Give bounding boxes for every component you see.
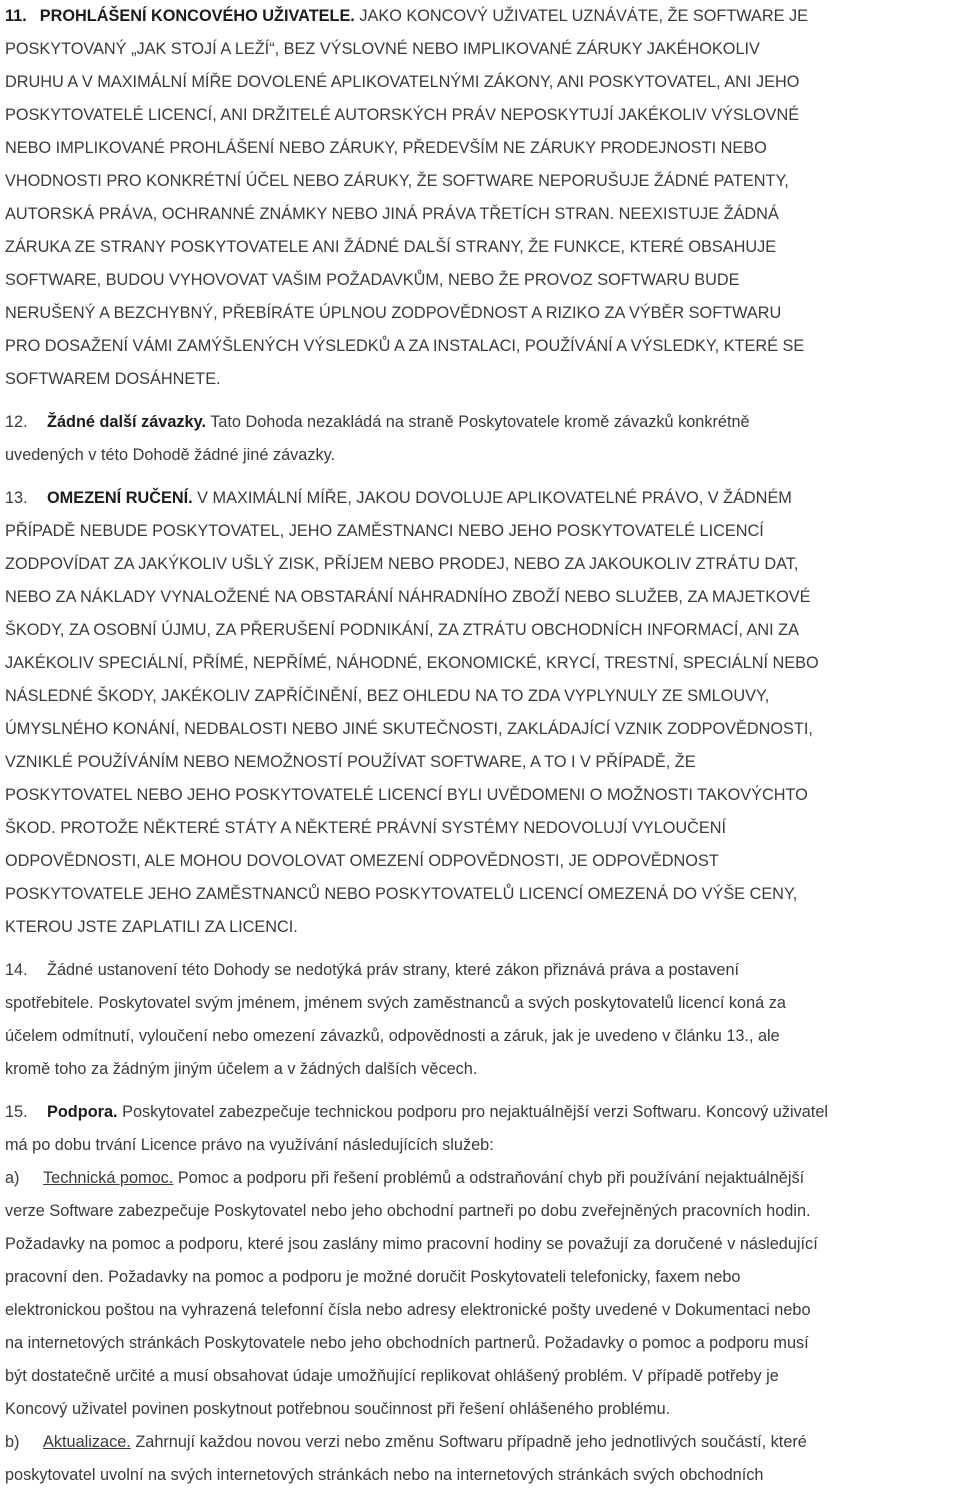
section-13-title: OMEZENÍ RUČENÍ.	[47, 489, 193, 507]
section-13-line-7: ÚMYSLNÉHO KONÁNÍ, NEDBALOSTI NEBO JINÉ SKUTEČNOSTI, ZAKLÁDAJÍCÍ VZNIK ZODPOVĚDNOSTI,	[5, 720, 813, 738]
subsection-a-line-3: pracovní den. Požadavky na pomoc a podporu je možné doručit Poskytovateli telefonicky, faxem nebo	[5, 1268, 741, 1286]
license-document	[5, 0, 960, 1492]
section-11-line-3: POSKYTOVATELÉ LICENCÍ, ANI DRŽITELÉ AUTORSKÝCH PRÁV NEPOSKYTUJÍ JAKÉKOLIV VÝSLOVNÉ	[5, 106, 800, 124]
subsection-a-title: Technická pomoc.	[43, 1169, 174, 1187]
subsection-a-first-line	[5, 1162, 960, 1195]
subsection-a-heading	[5, 1169, 173, 1187]
section-13-first-line	[5, 482, 960, 515]
section-13-line-0: V MAXIMÁLNÍ MÍŘE, JAKOU DOVOLUJE APLIKOVATELNÉ PRÁVO, V ŽÁDNÉM	[192, 489, 792, 507]
subsection-a-line-7: Koncový uživatel povinen poskytnout potřebnou součinnost při řešení ohlášeného problému.	[5, 1400, 671, 1418]
section-14-line-0: Žádné ustanovení této Dohody se nedotýká práv strany, které zákon přiznává práva a postavení	[47, 961, 740, 979]
section-11	[5, 0, 960, 396]
section-13-number: 13.	[5, 489, 28, 507]
section-14-first-line	[5, 954, 960, 987]
section-12-line-0: Tato Dohoda nezakládá na straně Poskytovatele kromě závazků konkrétně	[205, 413, 750, 431]
section-14	[5, 954, 960, 1086]
section-13-line-13: KTEROU JSTE ZAPLATILI ZA LICENCI.	[5, 918, 298, 936]
section-13-line-4: ŠKODY, ZA OSOBNÍ ÚJMU, ZA PŘERUŠENÍ PODNIKÁNÍ, ZA ZTRÁTU OBCHODNÍCH INFORMACÍ, ANI ZA	[5, 621, 799, 639]
section-13-line-11: ODPOVĚDNOSTI, ALE MOHOU DOVOLOVAT OMEZENÍ ODPOVĚDNOSTI, JE ODPOVĚDNOST	[5, 852, 719, 870]
subsection-b-tag: b)	[5, 1433, 20, 1451]
section-11-first-line	[5, 0, 960, 33]
section-14-line-3: kromě toho za žádným jiným účelem a v žádných dalších věcech.	[5, 1060, 478, 1078]
subsection-a-line-1: verze Software zabezpečuje Poskytovatel nebo jeho obchodní partneři po dobu zveřejněných pracovních hodin.	[5, 1202, 811, 1220]
section-11-line-2: DRUHU A V MAXIMÁLNÍ MÍŘE DOVOLENÉ APLIKOVATELNÝMI ZÁKONY, ANI POSKYTOVATEL, ANI JEHO	[5, 73, 800, 91]
section-14-line-2: účelem odmítnutí, vyloučení nebo omezení závazků, odpovědnosti a záruk, jak je uvedeno v článku 13., ale	[5, 1027, 780, 1045]
section-11-line-11: SOFTWAREM DOSÁHNETE.	[5, 370, 221, 388]
section-15-first-line	[5, 1096, 960, 1129]
section-13-line-9: POSKYTOVATEL NEBO JEHO POSKYTOVATELÉ LICENCÍ BYLI UVĚDOMENI O MOŽNOSTI TAKOVÝCHTO	[5, 786, 808, 804]
section-15	[5, 1096, 960, 1492]
section-11-number: 11.	[5, 7, 27, 25]
section-11-line-6: AUTORSKÁ PRÁVA, OCHRANNÉ ZNÁMKY NEBO JINÁ PRÁVA TŘETÍCH STRAN. NEEXISTUJE ŽÁDNÁ	[5, 205, 779, 223]
subsection-a-tag: a)	[5, 1169, 20, 1187]
section-13-line-5: JAKÉKOLIV SPECIÁLNÍ, PŘÍMÉ, NEPŘÍMÉ, NÁHODNÉ, EKONOMICKÉ, KRYCÍ, TRESTNÍ, SPECIÁLNÍ NEBO	[5, 654, 819, 672]
subsection-a-line-0: Pomoc a podporu při řešení problémů a odstraňování chyb při používání nejaktuálnější	[173, 1169, 805, 1187]
section-11-line-4: NEBO IMPLIKOVANÉ PROHLÁŠENÍ NEBO ZÁRUKY, PŘEDEVŠÍM NE ZÁRUKY PRODEJNOSTI NEBO	[5, 139, 767, 157]
section-12-line-1: uvedených v této Dohodě žádné jiné závazky.	[5, 446, 336, 464]
section-13-line-1: PŘÍPADĚ NEBUDE POSKYTOVATEL, JEHO ZAMĚSTNANCI NEBO JEHO POSKYTOVATELÉ LICENCÍ	[5, 522, 764, 540]
subsection-b-first-line	[5, 1426, 960, 1459]
section-15-number: 15.	[5, 1103, 28, 1121]
section-15-line-0: Poskytovatel zabezpečuje technickou podporu pro nejaktuálnější verzi Softwaru. Koncový uživatel	[117, 1103, 829, 1121]
section-11-title: PROHLÁŠENÍ KONCOVÉHO UŽIVATELE.	[39, 7, 355, 25]
section-11-line-7: ZÁRUKA ZE STRANY POSKYTOVATELE ANI ŽÁDNÉ DALŠÍ STRANY, ŽE FUNKCE, KTERÉ OBSAHUJE	[5, 238, 777, 256]
subsection-a-line-6: být dostatečně určité a musí obsahovat údaje umožňující replikovat ohlášený problém. V případě potřeby je	[5, 1367, 779, 1385]
section-13-line-8: VZNIKLÉ POUŽÍVÁNÍM NEBO NEMOŽNOSTÍ POUŽÍVAT SOFTWARE, A TO I V PŘÍPADĚ, ŽE	[5, 753, 696, 771]
section-13-line-3: NEBO ZA NÁKLADY VYNALOŽENÉ NA OBSTARÁNÍ NÁHRADNÍHO ZBOŽÍ NEBO SLUŽEB, ZA MAJETKOVÉ	[5, 588, 811, 606]
section-15-title: Podpora.	[47, 1103, 118, 1121]
subsection-a-line-5: na internetových stránkách Poskytovatele nebo jeho obchodních partnerů. Požadavky o pomoc a podporu musí	[5, 1334, 809, 1352]
subsection-b-title: Aktualizace.	[43, 1433, 131, 1451]
section-14-number: 14.	[5, 961, 28, 979]
section-12-title: Žádné další závazky.	[47, 413, 206, 431]
section-11-line-1: POSKYTOVANÝ „JAK STOJÍ A LEŽÍ“, BEZ VÝSLOVNÉ NEBO IMPLIKOVANÉ ZÁRUKY JAKÉHOKOLIV	[5, 40, 760, 58]
section-12-first-line	[5, 406, 960, 439]
section-13	[5, 482, 960, 944]
section-15-line-1: má po dobu trvání Licence právo na využívání následujících služeb:	[5, 1136, 494, 1154]
subsection-b-line-0: Zahrnují každou novou verzi nebo změnu Softwaru případně jeho jednotlivých součástí, které	[130, 1433, 807, 1451]
section-13-line-2: ZODPOVÍDAT ZA JAKÝKOLIV UŠLÝ ZISK, PŘÍJEM NEBO PRODEJ, NEBO ZA JAKOUKOLIV ZTRÁTU DAT,	[5, 555, 799, 573]
section-11-line-9: NERUŠENÝ A BEZCHYBNÝ, PŘEBÍRÁTE ÚPLNOU ZODPOVĚDNOST A RIZIKO ZA VÝBĚR SOFTWARU	[5, 304, 782, 322]
section-13-line-6: NÁSLEDNÉ ŠKODY, JAKÉKOLIV ZAPŘÍČINĚNÍ, BEZ OHLEDU NA TO ZDA VYPLYNULY ZE SMLOUVY,	[5, 687, 770, 705]
subsection-b-heading	[5, 1433, 131, 1451]
section-11-line-5: VHODNOSTI PRO KONKRÉTNÍ ÚČEL NEBO ZÁRUKY, ŽE SOFTWARE NEPORUŠUJE ŽÁDNÉ PATENTY,	[5, 172, 789, 190]
section-14-line-1: spotřebitele. Poskytovatel svým jménem, jménem svých zaměstnanců a svých poskytovatelů licencí koná za	[5, 994, 786, 1012]
subsection-b-line-1: poskytovatel uvolní na svých internetových stránkách nebo na internetových stránkách svých obchodních	[5, 1466, 764, 1484]
section-11-line-0: JAKO KONCOVÝ UŽIVATEL UZNÁVÁTE, ŽE SOFTWARE JE	[354, 7, 809, 25]
section-12	[5, 406, 960, 472]
section-13-line-12: POSKYTOVATELE JEHO ZAMĚSTNANCŮ NEBO POSKYTOVATELŮ LICENCÍ OMEZENÁ DO VÝŠE CENY,	[5, 885, 798, 903]
section-12-number: 12.	[5, 413, 28, 431]
subsection-a-line-4: elektronickou poštou na vyhrazená telefonní čísla nebo adresy elektronické pošty uvedené v Dokumentaci nebo	[5, 1301, 811, 1319]
section-13-line-10: ŠKOD. PROTOŽE NĚKTERÉ STÁTY A NĚKTERÉ PRÁVNÍ SYSTÉMY NEDOVOLUJÍ VYLOUČENÍ	[5, 819, 727, 837]
subsection-a-line-2: Požadavky na pomoc a podporu, které jsou zaslány mimo pracovní hodiny se považují za doručené v následující	[5, 1235, 818, 1253]
section-11-line-8: SOFTWARE, BUDOU VYHOVOVAT VAŠIM POŽADAVKŮM, NEBO ŽE PROVOZ SOFTWARU BUDE	[5, 271, 740, 289]
section-11-line-10: PRO DOSAŽENÍ VÁMI ZAMÝŠLENÝCH VÝSLEDKŮ A ZA INSTALACI, POUŽÍVÁNÍ A VÝSLEDKY, KTERÉ SE	[5, 337, 805, 355]
